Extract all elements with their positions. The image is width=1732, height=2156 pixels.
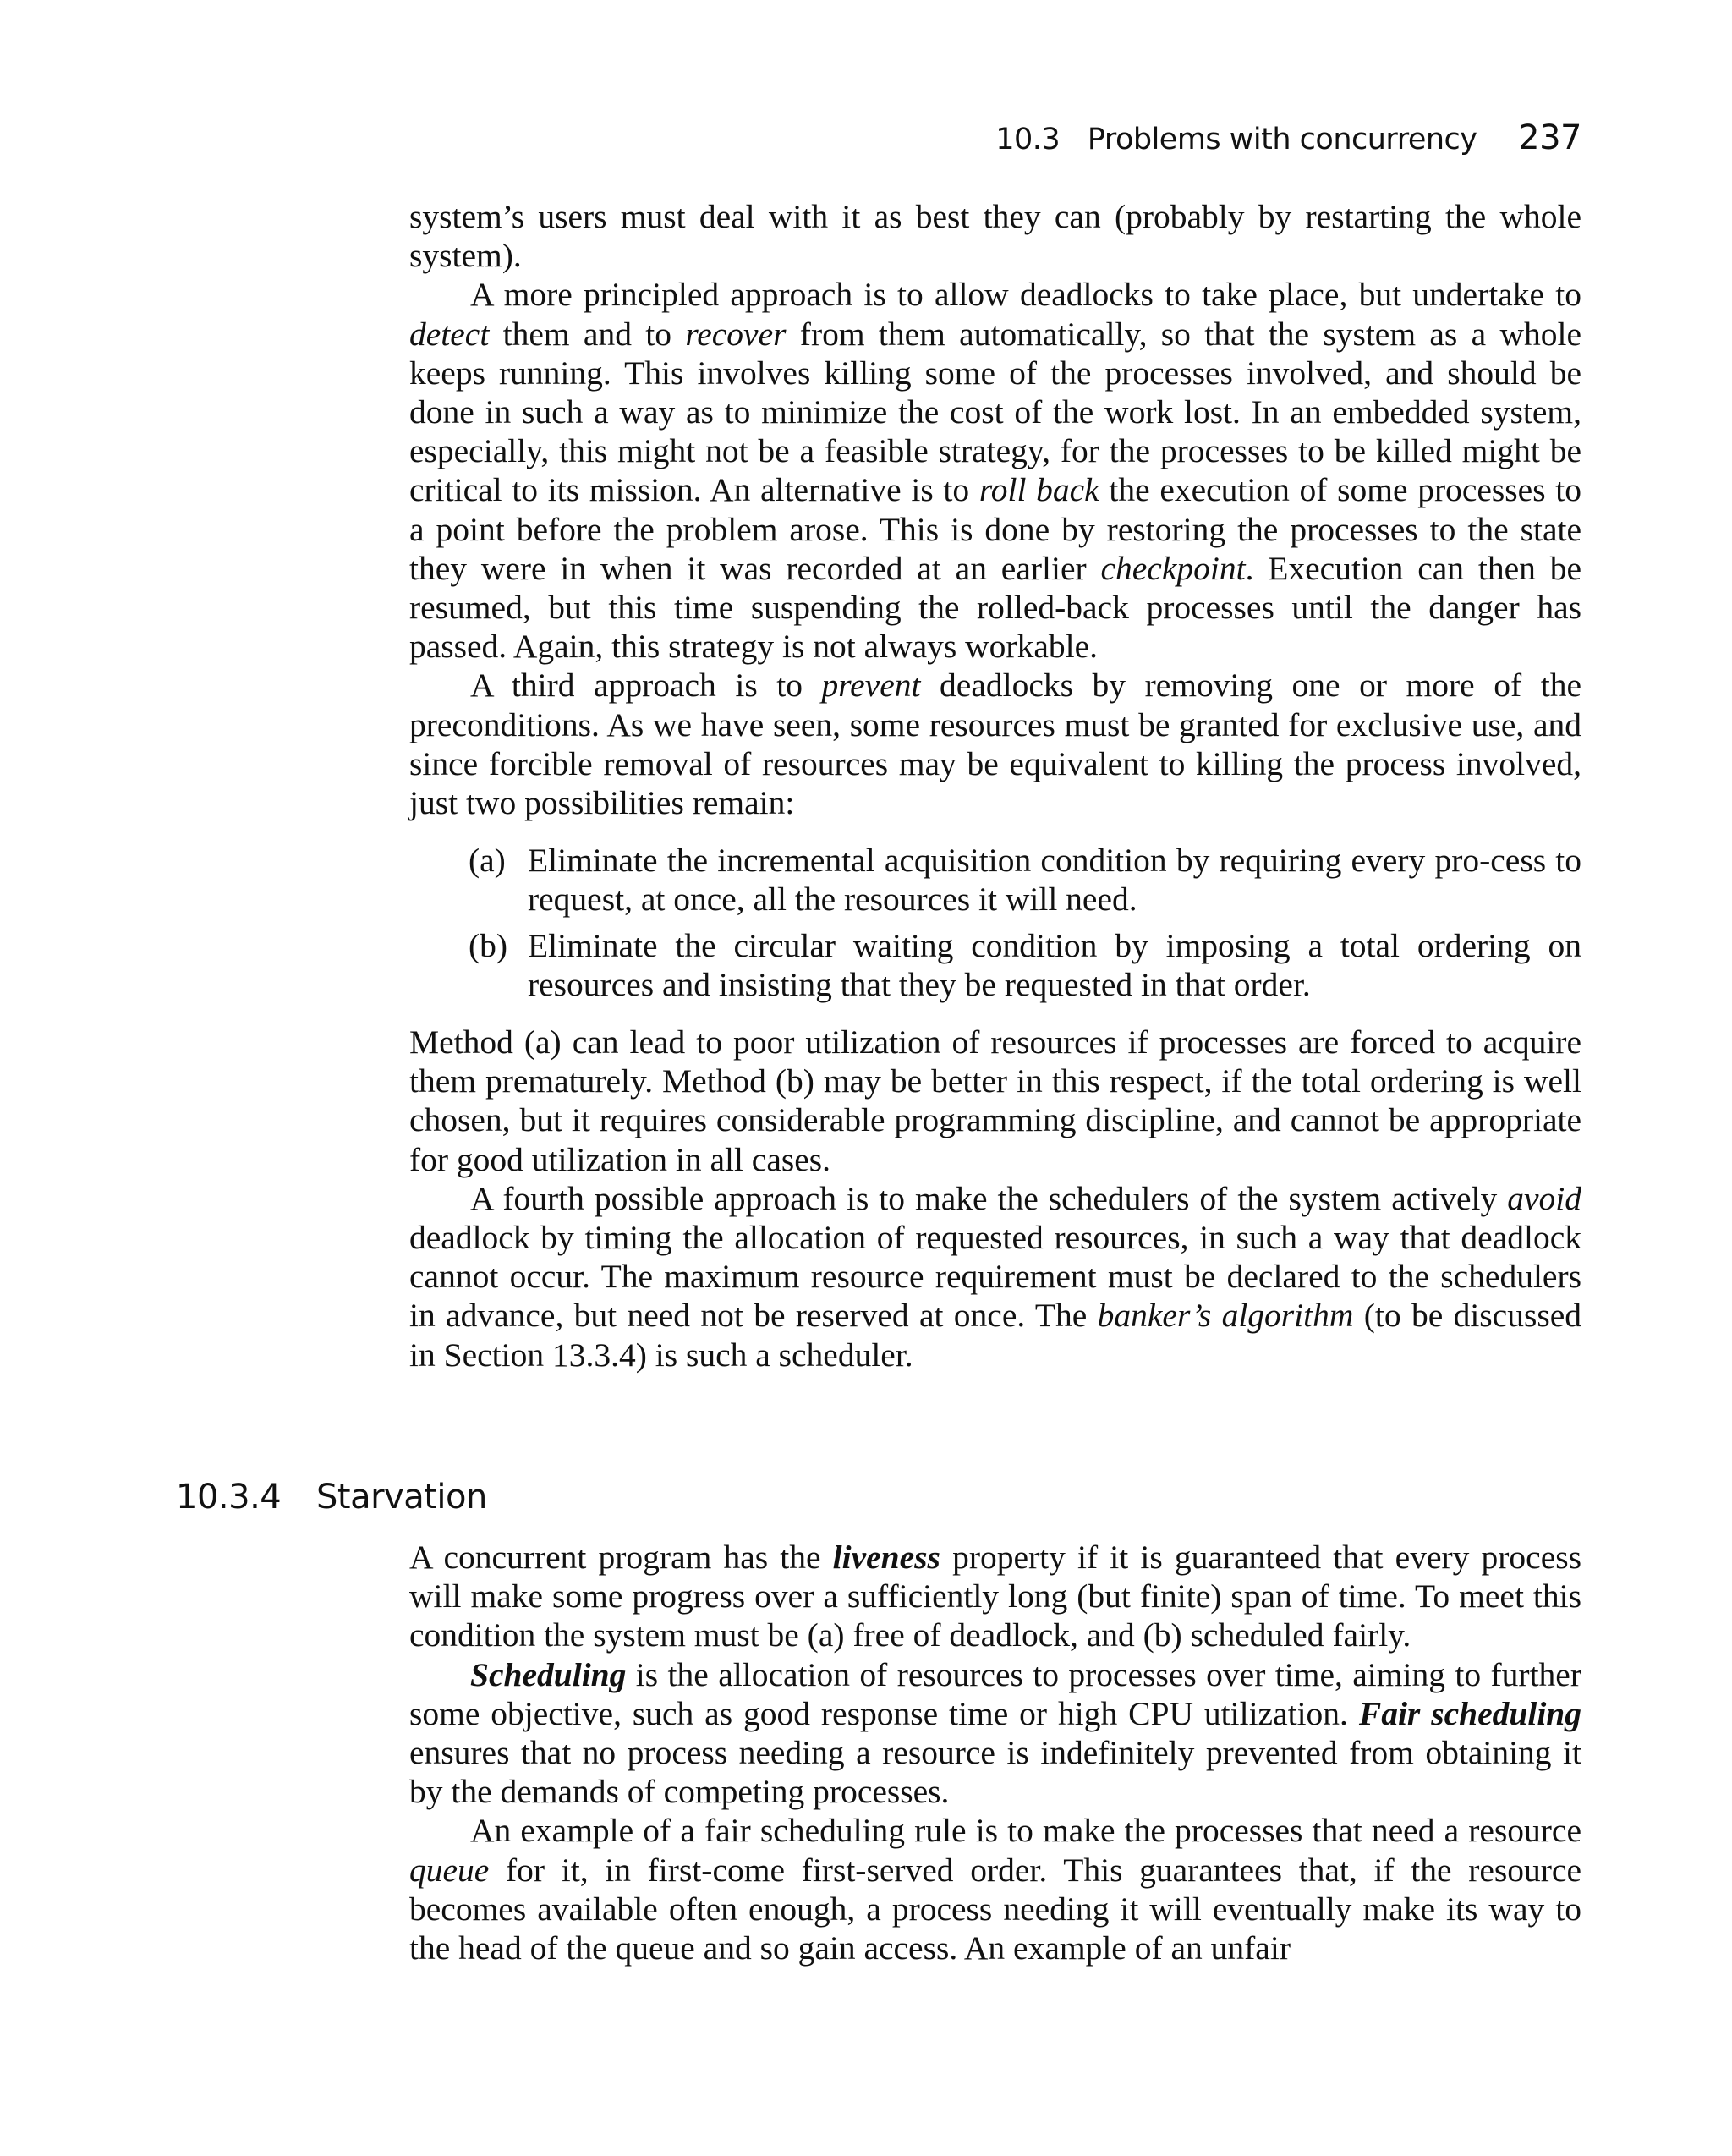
body-text-lower: [409, 1538, 1581, 1967]
list-item: (b) Eliminate the circular waiting condition by imposing a total ordering on resources and insisting that they be requested in that order.: [469, 926, 1581, 1003]
paragraph: A fourth possible approach is to make the schedulers of the system actively avoid deadlock by timing the allocation of requested resources, in such a way that deadlock cannot occur. The maximum resource requirement must be declared to the schedulers in advance, but need not be reserved at once. The banker’s algorithm (to be discussed in Section 13.3.4) is such a scheduler.: [409, 1179, 1581, 1374]
emphasis: avoid: [1507, 1179, 1581, 1217]
emphasis: detect: [409, 315, 490, 353]
emphasis: checkpoint: [1100, 549, 1246, 587]
emphasis: prevent: [821, 667, 921, 705]
paragraph: A more principled approach is to allow deadlocks to take place, but undertake to detect them and to recover from them automatically, so that the system as a whole keeps running. This involves killing some of the processes involved, and should be done in such a way as to minimize the cost of the work lost. In an embedded system, especially, this might not be a feasible strategy, for the processes to be killed might be critical to its mission. An alternative is to roll back the execution of some processes to a point before the problem arose. This is done by restoring the processes to the state they were in when it was recorded at an earlier checkpoint. Execution can then be resumed, but this time suspending the rolled-back processes until the danger has passed. Again, this strategy is not always workable.: [409, 276, 1581, 666]
running-head: [995, 118, 1581, 157]
emphasis: roll back: [978, 471, 1099, 509]
list-label: (a): [469, 842, 506, 880]
term: Fair scheduling: [1358, 1694, 1582, 1732]
subsection-heading: [176, 1478, 487, 1517]
list-item: (a) Eliminate the incremental acquisition condition by requiring every pro-cess to request, at once, all the resources it will need.: [469, 842, 1581, 919]
page-number: 237: [1518, 118, 1581, 157]
possibilities-list: [409, 841, 1581, 1004]
term: Scheduling: [470, 1655, 627, 1693]
paragraph: system’s users must deal with it as best they can (probably by restarting the whole system).: [409, 198, 1581, 275]
body-text-upper: [409, 197, 1581, 1374]
emphasis: banker’s algorithm: [1097, 1297, 1354, 1335]
subsection-title: Starvation: [316, 1478, 487, 1517]
paragraph: Scheduling is the allocation of resources to processes over time, aiming to further some objective, such as good response time or high CPU utilization. Fair scheduling ensures that no process needing a resource is indefinitely prevented from obtaining it by the demands of competing processes.: [409, 1655, 1582, 1811]
paragraph: A concurrent program has the liveness property if it is guaranteed that every process will make some progress over a sufficiently long (but finite) span of time. To meet this condition the system must be (a) free of deadlock, and (b) scheduled fairly.: [409, 1539, 1581, 1654]
paragraph: A third approach is to prevent deadlocks by removing one or more of the preconditions. As we have seen, some resources must be granted for exclusive use, and since forcible removal of resources may be equivalent to killing the process involved, just two possibilities remain:: [409, 667, 1581, 822]
emphasis: queue: [409, 1851, 490, 1889]
list-label: (b): [469, 926, 508, 964]
running-head-title: Problems with concurrency: [1087, 123, 1477, 156]
subsection-number: 10.3.4: [176, 1478, 282, 1517]
emphasis: recover: [685, 315, 787, 353]
running-head-section: 10.3: [995, 123, 1061, 156]
term: liveness: [832, 1539, 940, 1576]
paragraph: Method (a) can lead to poor utilization of resources if processes are forced to acquire them prematurely. Method (b) may be better in this respect, if the total ordering is well chosen, but it requires considerable programming discipline, and cannot be appropriate for good utilization in all cases.: [409, 1023, 1581, 1178]
paragraph: An example of a fair scheduling rule is to make the processes that need a resource queue for it, in first-come first-served order. This guarantees that, if the resource becomes available often enough, a process needing it will eventually make its way to the head of the queue and so gain access. An example of an unfair: [409, 1812, 1581, 1967]
